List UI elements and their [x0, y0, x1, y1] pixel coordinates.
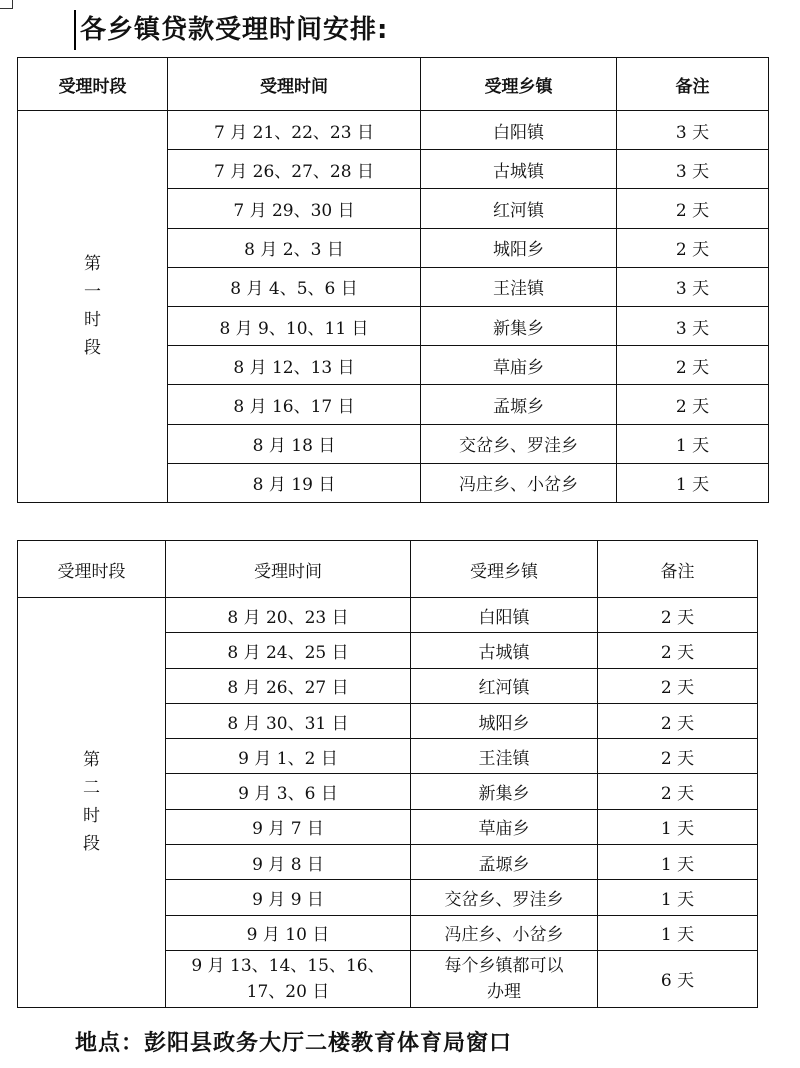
header-time: 受理时间	[166, 541, 411, 598]
remark-cell: 2 天	[598, 668, 758, 703]
towns-cell: 城阳乡	[411, 703, 598, 738]
header-period: 受理时段	[18, 541, 166, 598]
towns-cell: 交岔乡、罗洼乡	[411, 880, 598, 915]
header-remark: 备注	[598, 541, 758, 598]
time-cell: 8 月 30、31 日	[166, 703, 411, 738]
towns-cell: 白阳镇	[421, 111, 617, 150]
towns-cell: 孟塬乡	[411, 845, 598, 880]
towns-cell: 城阳乡	[421, 228, 617, 267]
remark-cell: 1 天	[598, 845, 758, 880]
remark-cell: 1 天	[617, 463, 769, 502]
table-row	[18, 598, 758, 633]
towns-cell: 古城镇	[421, 150, 617, 189]
time-cell: 8 月 9、10、11 日	[168, 306, 421, 345]
towns-cell: 王洼镇	[411, 739, 598, 774]
remark-cell: 3 天	[617, 306, 769, 345]
remark-cell: 2 天	[598, 703, 758, 738]
time-cell: 9 月 8 日	[166, 845, 411, 880]
header-period: 受理时段	[18, 58, 168, 111]
towns-cell: 孟塬乡	[421, 385, 617, 424]
remark-cell: 2 天	[598, 774, 758, 809]
towns-cell: 新集乡	[421, 306, 617, 345]
table-header-row	[18, 58, 769, 111]
header-towns: 受理乡镇	[411, 541, 598, 598]
remark-cell: 1 天	[617, 424, 769, 463]
remark-cell: 3 天	[617, 150, 769, 189]
remark-cell: 3 天	[617, 267, 769, 306]
period-label-cell: 第 二 时 段	[18, 598, 166, 1008]
remark-cell: 2 天	[598, 739, 758, 774]
corner-mark	[0, 0, 13, 9]
time-cell: 8 月 26、27 日	[166, 668, 411, 703]
time-cell: 9 月 9 日	[166, 880, 411, 915]
time-cell: 7 月 29、30 日	[168, 189, 421, 228]
page-title: 各乡镇贷款受理时间安排:	[74, 10, 388, 50]
time-cell: 8 月 18 日	[168, 424, 421, 463]
remark-cell: 1 天	[598, 809, 758, 844]
towns-cell: 王洼镇	[421, 267, 617, 306]
remark-cell: 2 天	[598, 598, 758, 633]
time-cell: 8 月 20、23 日	[166, 598, 411, 633]
location-footer: 地点：彭阳县政务大厅二楼教育体育局窗口	[75, 1031, 513, 1056]
towns-cell: 冯庄乡、小岔乡	[411, 915, 598, 950]
towns-cell: 草庙乡	[421, 346, 617, 385]
table-header-row	[18, 541, 758, 598]
time-cell: 9 月 7 日	[166, 809, 411, 844]
time-cell: 8 月 24、25 日	[166, 633, 411, 668]
period-label-cell: 第 一 时 段	[18, 111, 168, 503]
table-body	[18, 598, 758, 1008]
time-cell: 9 月 10 日	[166, 915, 411, 950]
table-row	[18, 111, 769, 150]
header-time: 受理时间	[168, 58, 421, 111]
remark-cell: 2 天	[598, 633, 758, 668]
time-cell: 8 月 4、5、6 日	[168, 267, 421, 306]
remark-cell: 2 天	[617, 385, 769, 424]
schedule-table-period-1	[17, 57, 769, 503]
remark-cell: 6 天	[598, 950, 758, 1007]
schedule-table-period-2	[17, 540, 758, 1008]
header-towns: 受理乡镇	[421, 58, 617, 111]
time-cell: 9 月 1、2 日	[166, 739, 411, 774]
towns-cell: 古城镇	[411, 633, 598, 668]
remark-cell: 2 天	[617, 189, 769, 228]
time-cell: 8 月 2、3 日	[168, 228, 421, 267]
remark-cell: 3 天	[617, 111, 769, 150]
time-cell: 9 月 13、14、15、16、 17、20 日	[166, 950, 411, 1007]
time-cell: 9 月 3、6 日	[166, 774, 411, 809]
remark-cell: 1 天	[598, 880, 758, 915]
time-cell: 8 月 16、17 日	[168, 385, 421, 424]
towns-cell: 红河镇	[421, 189, 617, 228]
remark-cell: 1 天	[598, 915, 758, 950]
towns-cell: 红河镇	[411, 668, 598, 703]
remark-cell: 2 天	[617, 346, 769, 385]
towns-cell: 白阳镇	[411, 598, 598, 633]
towns-cell: 每个乡镇都可以 办理	[411, 950, 598, 1007]
remark-cell: 2 天	[617, 228, 769, 267]
time-cell: 8 月 12、13 日	[168, 346, 421, 385]
towns-cell: 交岔乡、罗洼乡	[421, 424, 617, 463]
time-cell: 8 月 19 日	[168, 463, 421, 502]
header-remark: 备注	[617, 58, 769, 111]
time-cell: 7 月 26、27、28 日	[168, 150, 421, 189]
table-body	[18, 111, 769, 503]
towns-cell: 冯庄乡、小岔乡	[421, 463, 617, 502]
towns-cell: 草庙乡	[411, 809, 598, 844]
towns-cell: 新集乡	[411, 774, 598, 809]
time-cell: 7 月 21、22、23 日	[168, 111, 421, 150]
